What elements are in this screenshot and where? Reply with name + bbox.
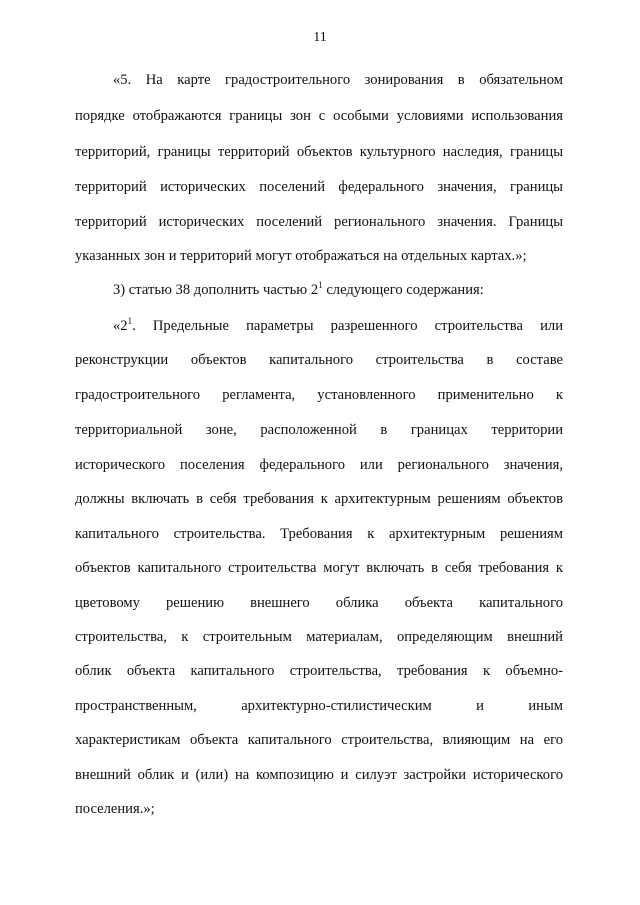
text-line: капитального строительства. Требования к архитектурным решениям bbox=[75, 526, 563, 542]
text-line bbox=[113, 316, 563, 336]
text-line: «5. На карте градостроительного зонирования в обязательном bbox=[113, 72, 563, 88]
item-3-line bbox=[113, 280, 563, 300]
text-line: территорий исторических поселений регионального значения. Границы bbox=[75, 214, 563, 230]
item-3-text: 3) статью 38 дополнить частью 2 bbox=[113, 282, 319, 298]
superscript: 1 bbox=[127, 316, 133, 327]
text-line: исторического поселения федерального или регионального значения, bbox=[75, 457, 563, 473]
text-line: градостроительного регламента, установленного применительно к bbox=[75, 387, 563, 403]
text-line-rest: . Предельные параметры разрешенного строительства или bbox=[132, 318, 563, 334]
text-line: характеристикам объекта капитального строительства, влияющим на его bbox=[75, 732, 563, 748]
superscript: 1 bbox=[318, 280, 323, 291]
quote-number: «$2^1$ bbox=[113, 316, 133, 334]
text-line: территорий, границы территорий объектов культурного наследия, границы bbox=[75, 144, 563, 160]
text-line: территориальной зоне, расположенной в границах территории bbox=[75, 422, 563, 438]
text-line: поселения.»; bbox=[75, 801, 155, 817]
text-line: порядке отображаются границы зон с особыми условиями использования bbox=[75, 108, 563, 124]
text-line: строительства, к строительным материалам, определяющим внешний bbox=[75, 629, 563, 645]
text-line: должны включать в себя требования к архитектурным решениям объектов bbox=[75, 491, 563, 507]
text-line: территорий исторических поселений федерального значения, границы bbox=[75, 179, 563, 195]
page-number: 11 bbox=[313, 30, 327, 45]
text-line: цветовому решению внешнего облика объекта капитального bbox=[75, 595, 563, 611]
item-3-text-end: следующего содержания: bbox=[322, 282, 484, 298]
text-line: облик объекта капитального строительства, требования к объемно- bbox=[75, 663, 563, 679]
text-line: объектов капитального строительства могут включать в себя требования к bbox=[75, 560, 563, 576]
text-line: пространственным, архитектурно-стилистическим и иным bbox=[75, 698, 563, 714]
text-line: указанных зон и территорий могут отображаться на отдельных картах.»; bbox=[75, 248, 527, 264]
text-line: внешний облик и (или) на композицию и силуэт застройки исторического bbox=[75, 767, 563, 783]
text-line: реконструкции объектов капитального строительства в составе bbox=[75, 352, 563, 368]
